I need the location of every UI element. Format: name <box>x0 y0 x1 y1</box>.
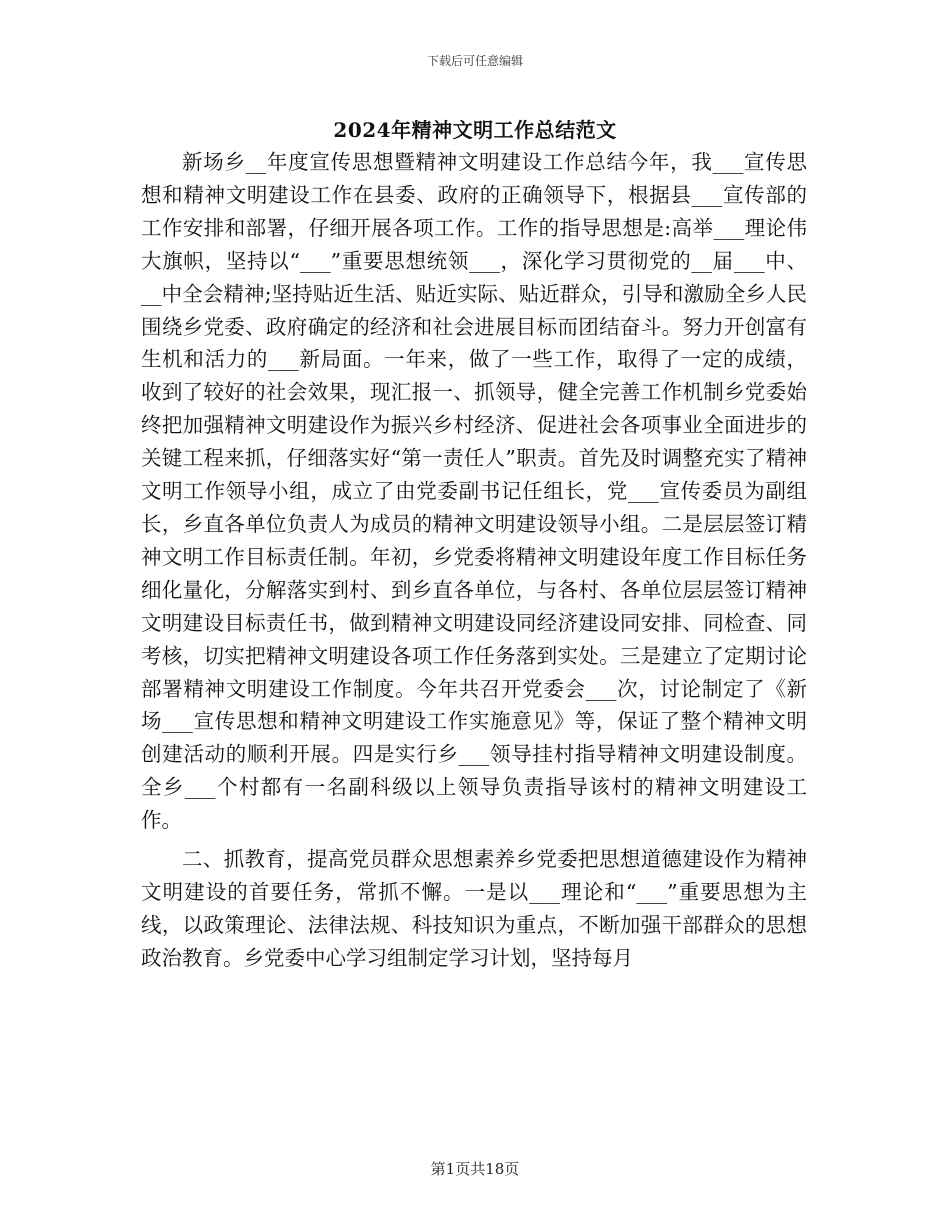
paragraph-1: 新场乡__年度宣传思想暨精神文明建设工作总结今年，我___宣传思想和精神文明建设工作在县委、政府的正确领导下，根据县___宣传部的工作安排和部署，仔细开展各项工作。工作的指导思想是:高举___理论伟大旗帜，坚持以“___”重要思想统领___，深化学习贯彻党的__届___中、__中全会精神;坚持贴近生活、贴近实际、贴近群众，引导和激励全乡人民围绕乡党委、政府确定的经济和社会进展目标而团结奋斗。努力开创富有生机和活力的___新局面。一年来，做了一些工作，取得了一定的成绩，收到了较好的社会效果，现汇报一、抓领导，健全完善工作机制乡党委始终把加强精神文明建设作为振兴乡村经济、促进社会各项事业全面进步的关键工程来抓，仔细落实好“第一责任人”职责。首先及时调整充实了精神文明工作领导小组，成立了由党委副书记任组长，党___宣传委员为副组长，乡直各单位负责人为成员的精神文明建设领导小组。二是层层签订精神文明工作目标责任制。年初，乡党委将精神文明建设年度工作目标任务细化量化，分解落实到村、到乡直各单位，与各村、各单位层层签订精神文明建设目标责任书，做到精神文明建设同经济建设同安排、同检查、同考核，切实把精神文明建设各项工作任务落到实处。三是建立了定期讨论部署精神文明建设工作制度。今年共召开党委会___次，讨论制定了《新场___宣传思想和精神文明建设工作实施意见》等，保证了整个精神文明创建活动的顺利开展。四是实行乡___领导挂村指导精神文明建设制度。全乡___个村都有一名副科级以上领导负责指导该村的精神文明建设工作。 <box>141 150 807 833</box>
document-body <box>141 146 807 975</box>
document-title: 2024年精神文明工作总结范文 <box>333 118 617 142</box>
paragraph-2: 二、抓教育，提高党员群众思想素养乡党委把思想道德建设作为精神文明建设的首要任务，常抓不懈。一是以___理论和“___”重要思想为主线，以政策理论、法律法规、科技知识为重点，不断加强干部群众的思想政治教育。乡党委中心学习组制定学习计划，坚持每月 <box>141 847 807 970</box>
page-number: 第1页共18页 <box>430 1160 520 1178</box>
page-header-note: 下载后可任意编辑 <box>426 54 523 68</box>
